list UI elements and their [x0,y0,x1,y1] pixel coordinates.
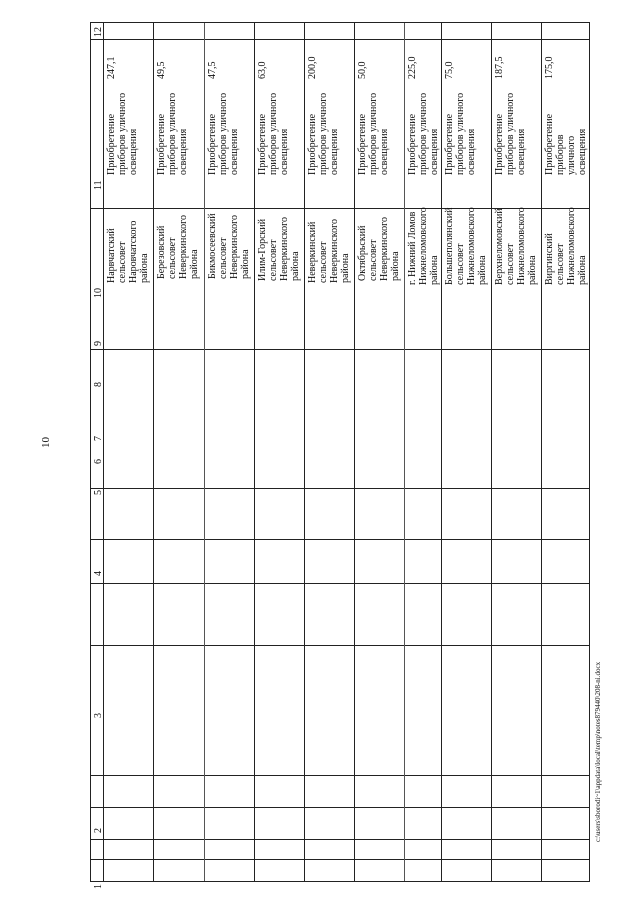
column-number: 1 [93,884,104,889]
amount-cell: 63,0 [257,61,268,79]
row-divider [204,23,205,881]
purpose-cell: Приобретение приборов уличного освещения [444,92,477,175]
row-divider [354,23,355,881]
row-divider [404,23,405,881]
column-number: 2 [93,828,104,833]
rotated-table [90,22,590,889]
header-number-line [91,39,589,40]
row-divider [254,23,255,881]
purpose-cell: Приобретение приборов уличного освещения [307,92,340,175]
column-number: 3 [93,713,104,718]
purpose-cell: Приобретение приборов уличного освещения [357,92,390,175]
territory-cell: Неверкинский сельсовет Неверкинского района [307,219,351,283]
amount-cell: 175,0 [544,56,555,79]
column-divider [91,488,589,489]
amount-cell: 50,0 [357,61,368,79]
page-number: 10 [40,437,52,448]
amount-cell: 247,1 [106,56,117,79]
territory-cell: Верхнеломовский сельсовет Нижнеломовского района [494,207,538,285]
territory-cell: г. Нижний Ломов Нижнеломовского района [407,207,440,285]
column-divider [91,645,589,646]
header-row-line [103,23,104,881]
file-path-footer: c:\users\sborodi~1\appdata\local\temp\notes879440\208-ni.docx [594,661,602,842]
territory-cell: Бикмосеевский сельсовет Неверкинского района [207,213,251,279]
column-divider [91,839,589,840]
column-divider [91,775,589,776]
amount-cell: 200,0 [307,56,318,79]
column-number: 10 [93,288,104,298]
column-number: 6 [93,459,104,464]
row-divider [153,23,154,881]
column-number: 4 [93,571,104,576]
column-number: 9 [93,341,104,346]
column-divider [91,859,589,860]
column-number: 5 [93,490,104,495]
row-divider [304,23,305,881]
amount-cell: 75,0 [444,61,455,79]
territory-cell: Октябрьский сельсовет Неверкинского района [357,217,401,281]
column-divider [91,583,589,584]
row-divider [441,23,442,881]
territory-cell: Большеполянский сельсовет Нижнеломовского района [444,207,488,285]
territory-cell: Илим-Горский сельсовет Неверкинского района [257,217,301,281]
column-divider [91,807,589,808]
amount-cell: 225,0 [407,56,418,79]
row-divider [491,23,492,881]
column-divider [91,539,589,540]
purpose-cell: Приобретение приборов уличного освещения [407,92,440,175]
purpose-cell: Приобретение приборов уличного освещения [106,92,139,175]
row-divider [541,23,542,881]
purpose-cell: Приобретение приборов уличного освещения [207,92,240,175]
column-number: 8 [93,382,104,387]
territory-cell: Виргинский сельсовет Нижнеломовского района [544,207,588,285]
amount-cell: 187,5 [494,56,505,79]
territory-cell: Нарвчатский сельсовет Наровчатского района [106,220,150,283]
purpose-cell: Приобретение приборов уличного освещения [544,113,588,175]
territory-cell: Березовский сельсовет Неверкинского района [156,215,200,279]
purpose-cell: Приобретение приборов уличного освещения [156,92,189,175]
column-divider [91,349,589,350]
column-number: 11 [93,180,104,190]
amount-cell: 49,5 [156,61,167,79]
column-number: 7 [93,436,104,441]
amount-cell: 47,5 [207,61,218,79]
column-number: 12 [93,27,104,37]
purpose-cell: Приобретение приборов уличного освещения [257,92,290,175]
purpose-cell: Приобретение приборов уличного освещения [494,92,527,175]
